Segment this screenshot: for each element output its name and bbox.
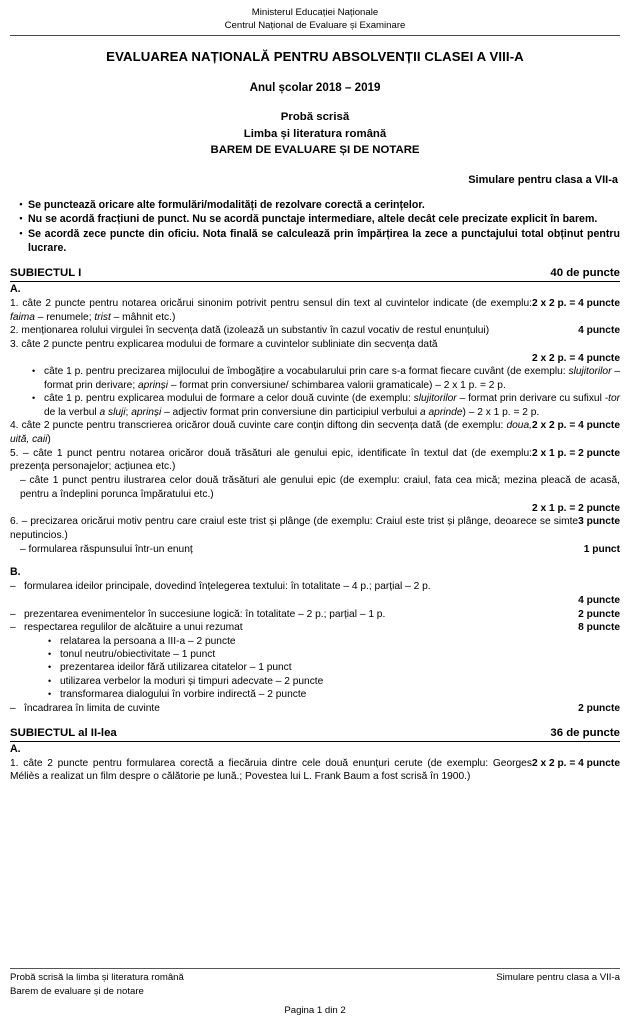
footer-left-line-2: Barem de evaluare și de notare (10, 985, 144, 997)
item-2-points: 4 puncte (578, 325, 620, 337)
intro-bullet (10, 227, 620, 256)
dash-icon: – (10, 581, 16, 593)
bullet-icon: • (48, 635, 52, 646)
bullet-icon: • (32, 366, 36, 377)
b1-emphasis-2: aprinși (138, 379, 169, 391)
part-b-row-3-text: respectarea regulilor de alcătuire a unui rezumat (24, 622, 243, 634)
item-4-text-b: ) (47, 434, 51, 446)
bullet-icon: • (48, 648, 52, 659)
part-b-sub-bullet (48, 635, 620, 648)
item-5b-points: 2 x 1 p. = 2 puncte (531, 502, 620, 514)
b2-text-f: ) – 2 x 1 p. = 2 p. (462, 406, 540, 418)
item-3-text: 3. câte 2 puncte pentru explicarea modului de formare a cuvintelor subliniate din secvența dată (10, 339, 438, 351)
item-5-text: 5. – câte 1 punct pentru notarea oricăror două trăsături ale genului epic, identificate în textul dat (de exemplu: prezența personajelor; acțiunea etc.) (10, 447, 532, 473)
part-b-row-1-text: formularea ideilor principale, dovedind înțelegerea textului: în totalitate – 4 p.; parțial – 2 p. (24, 581, 431, 593)
part-b-row-2-text: prezentarea evenimentelor în succesiune logică: în totalitate – 2 p.; parțial – 1 p. (24, 608, 386, 620)
b2-text-c: de la verbul (44, 406, 100, 418)
part-b-sub-bullet-text: transformarea dialogului în vorbire indirectă – 2 puncte (60, 689, 307, 701)
ministry-line-1: Ministerul Educației Naționale (251, 7, 379, 18)
b2-text-d: ; (125, 406, 132, 418)
dash-icon: – (10, 608, 16, 620)
b1-text-c: – format prin conversiune/ schimbarea valorii gramaticale) – 2 x 1 p. = 2 p. (168, 379, 506, 391)
part-b-row-last-text: încadrarea în limita de cuvinte (24, 702, 160, 714)
item-1-text-c: – mâhnit etc.) (110, 311, 176, 323)
page-footer (10, 968, 620, 1018)
bullet-icon: • (19, 213, 23, 224)
item-3-bullet-2-body (44, 392, 620, 419)
barem-item-4 (10, 419, 620, 446)
part-b-row-last (10, 702, 620, 715)
section-points: 40 de puncte (550, 267, 620, 280)
intro-bullet-text: Nu se acordă fracțiuni de punct. Nu se acordă punctaje intermediare, altele decât cele precizate explicit în barem. (28, 213, 598, 226)
footer-left-line-1: Probă scrisă la limba și literatura română (10, 972, 184, 984)
part-b-sub-bullet-text: relatarea la persoana a III-a – 2 puncte (60, 635, 236, 647)
item-3-bullet-1-body (44, 365, 620, 392)
ministry-line-2: Centrul Național de Evaluare și Examinare (224, 20, 406, 32)
part-label-a: A. (10, 282, 21, 295)
item-1-text-b: – renumele; (34, 311, 95, 323)
b1-text-b: – format prin derivare; (44, 366, 621, 391)
item-5-points: 2 x 1 p. = 2 puncte (531, 447, 620, 459)
exam-title: EVALUAREA NAȚIONALĂ PENTRU ABSOLVENȚII CLASEI A VIII-A (106, 49, 524, 65)
item-6b-text: – formularea răspunsului într-un enunț (20, 543, 193, 555)
subject2-item-1 (10, 757, 620, 784)
barem-item-2 (10, 324, 620, 338)
dash-icon: – (10, 702, 16, 714)
simulare-note: Simulare pentru clasa a VII-a (468, 174, 618, 187)
footer-top-row (10, 971, 620, 985)
dash-icon: – (10, 622, 16, 634)
header-divider (10, 35, 620, 36)
footer-page-number: Pagina 1 din 2 (284, 1005, 346, 1017)
b2-text-b: – format prin derivare cu sufixul (456, 393, 605, 405)
barem-item-5b (20, 474, 620, 501)
item-6-text: 6. – precizarea oricărui motiv pentru care craiul este trist și plânge (de exemplu: Craiul este trist și plânge, deoarece se simte neputincios.) (10, 516, 579, 542)
intro-bullet (10, 198, 620, 212)
part-b-row-1-body (24, 580, 620, 593)
part-b-sub-bullet-text: prezentarea ideilor fără utilizarea citatelor – 1 punct (60, 662, 292, 674)
b2-emphasis-5: a aprinde (420, 406, 463, 418)
item-4-text-a: 4. câte 2 puncte pentru transcrierea oricăror două cuvinte care conțin diftong din secvența dată (de exemplu: (10, 420, 507, 432)
item-6b-points: 1 punct (583, 543, 620, 555)
b2-emphasis-4: aprinși (131, 406, 162, 418)
school-year: Anul școlar 2018 – 2019 (249, 80, 381, 94)
part-label-b: B. (10, 566, 21, 579)
part-label-a-s2: A. (10, 742, 21, 755)
bullet-icon: • (48, 675, 52, 686)
item-4-points: 2 x 2 p. = 4 puncte (531, 420, 620, 432)
part-b-row-1-points: 4 puncte (578, 594, 620, 606)
section-title: SUBIECTUL I (10, 267, 82, 280)
item-4-emphasis: doua, uită, caii (10, 420, 532, 446)
section-points: 36 de puncte (550, 727, 620, 740)
b1-text-a: câte 1 p. pentru precizarea mijlocului de îmbogățire a vocabularului prin care s-a format fiecare cuvânt (de exemplu: (44, 366, 569, 378)
b2-text-a: câte 1 p. pentru explicarea modului de formare a celor două cuvinte (de exemplu: (44, 393, 414, 405)
footer-divider (10, 968, 620, 969)
item-5b-text: – câte 1 punct pentru ilustrarea celor două trăsături ale genului epic (de exemplu: craiul, fata cea mică; mezina pleacă de acasă, pentru a îndeplini porunca împăratului etc.) (20, 475, 620, 500)
section-header-subiectul-2 (10, 727, 620, 741)
section-title: SUBIECTUL al II-lea (10, 727, 117, 740)
part-b-row-1 (10, 580, 620, 593)
barem-item-6b (20, 543, 620, 557)
b2-emphasis-3: a sluji (99, 406, 126, 418)
item-1-emphasis-1: faima (10, 311, 35, 323)
barem-item-6 (10, 515, 620, 542)
bullet-icon: • (19, 227, 23, 238)
barem-item-3-bullet-2 (32, 392, 620, 419)
bullet-icon: • (19, 198, 23, 209)
intro-bullet-text: Se punctează oricare alte formulări/modalități de rezolvare corectă a cerințelor. (28, 198, 425, 211)
part-b-sub-bullet-text: utilizarea verbelor la moduri și timpuri adecvate – 2 puncte (60, 675, 324, 687)
subject2-item-1-text: 1. câte 2 puncte pentru formularea corectă a fiecăruia dintre cele două enunțuri cerute (de exemplu: Georges Méliès a realizat un film despre o călătorie pe lună.; Povestea lui L. Frank Baum a fost scrisă în 1900.) (10, 757, 532, 783)
intro-bullet (10, 212, 620, 226)
item-1-emphasis-2: trist (94, 311, 111, 323)
barem-item-3 (10, 338, 620, 352)
item-2-text: 2. menționarea rolului virgulei în secvența dată (izolează un substantiv în cazul vocativ de restul enunțului) (10, 325, 490, 337)
subject-label: Limba și literatura română (243, 128, 387, 141)
intro-notes (10, 198, 620, 256)
barem-item-1 (10, 297, 620, 324)
part-b-sub-bullet (48, 675, 620, 688)
b2-emphasis-2: -tor (604, 393, 620, 405)
bullet-icon: • (48, 662, 52, 673)
part-b-row-2-body (24, 608, 620, 621)
item-3-points: 2 x 2 p. = 4 puncte (531, 352, 620, 364)
part-b-row-3-body (24, 621, 620, 634)
item-1-points: 2 x 2 p. = 4 puncte (531, 297, 620, 309)
footer-right: Simulare pentru clasa a VII-a (496, 972, 620, 984)
item-1-text-a: 1. câte 2 puncte pentru notarea oricărui sinonim potrivit pentru sensul din text al cuvintelor indicate (de exemplu: (10, 297, 532, 309)
barem-item-3-bullet-1 (32, 365, 620, 392)
b2-text-e: – adjectiv format prin conversiune din participiul verbului (161, 406, 421, 418)
part-b-row-3-points: 8 puncte (578, 622, 620, 634)
part-b-row-last-body (24, 702, 620, 715)
intro-bullet-text: Se acordă zece puncte din oficiu. Nota finală se calculează prin împărțirea la zece a punctajului total obținut pentru lucrare. (28, 227, 620, 255)
masthead (10, 6, 620, 32)
part-b-sub-bullet-text: tonul neutru/obiectivitate – 1 punct (60, 648, 216, 660)
part-b-sub-bullet (48, 688, 620, 701)
part-b-row-2-points: 2 puncte (578, 608, 620, 620)
part-b-row-last-points: 2 puncte (578, 702, 620, 714)
bullet-icon: • (48, 689, 52, 700)
doctype-label: BAREM DE EVALUARE ȘI DE NOTARE (210, 144, 420, 157)
barem-item-5 (10, 447, 620, 474)
item-6-points: 3 puncte (578, 516, 620, 528)
bullet-icon: • (32, 393, 36, 404)
part-b-row-3 (10, 621, 620, 634)
b2-emphasis-1: slujitorilor (413, 393, 457, 405)
part-b-sub-bullet (48, 661, 620, 674)
proba-label: Probă scrisă (280, 111, 350, 124)
part-b-sub-bullet (48, 648, 620, 661)
section-header-subiectul-1 (10, 267, 620, 281)
subject2-item-1-points: 2 x 2 p. = 4 puncte (531, 757, 620, 769)
b1-emphasis-1: slujitorilor (568, 366, 612, 378)
part-b-row-2 (10, 608, 620, 621)
title-block (10, 48, 620, 158)
